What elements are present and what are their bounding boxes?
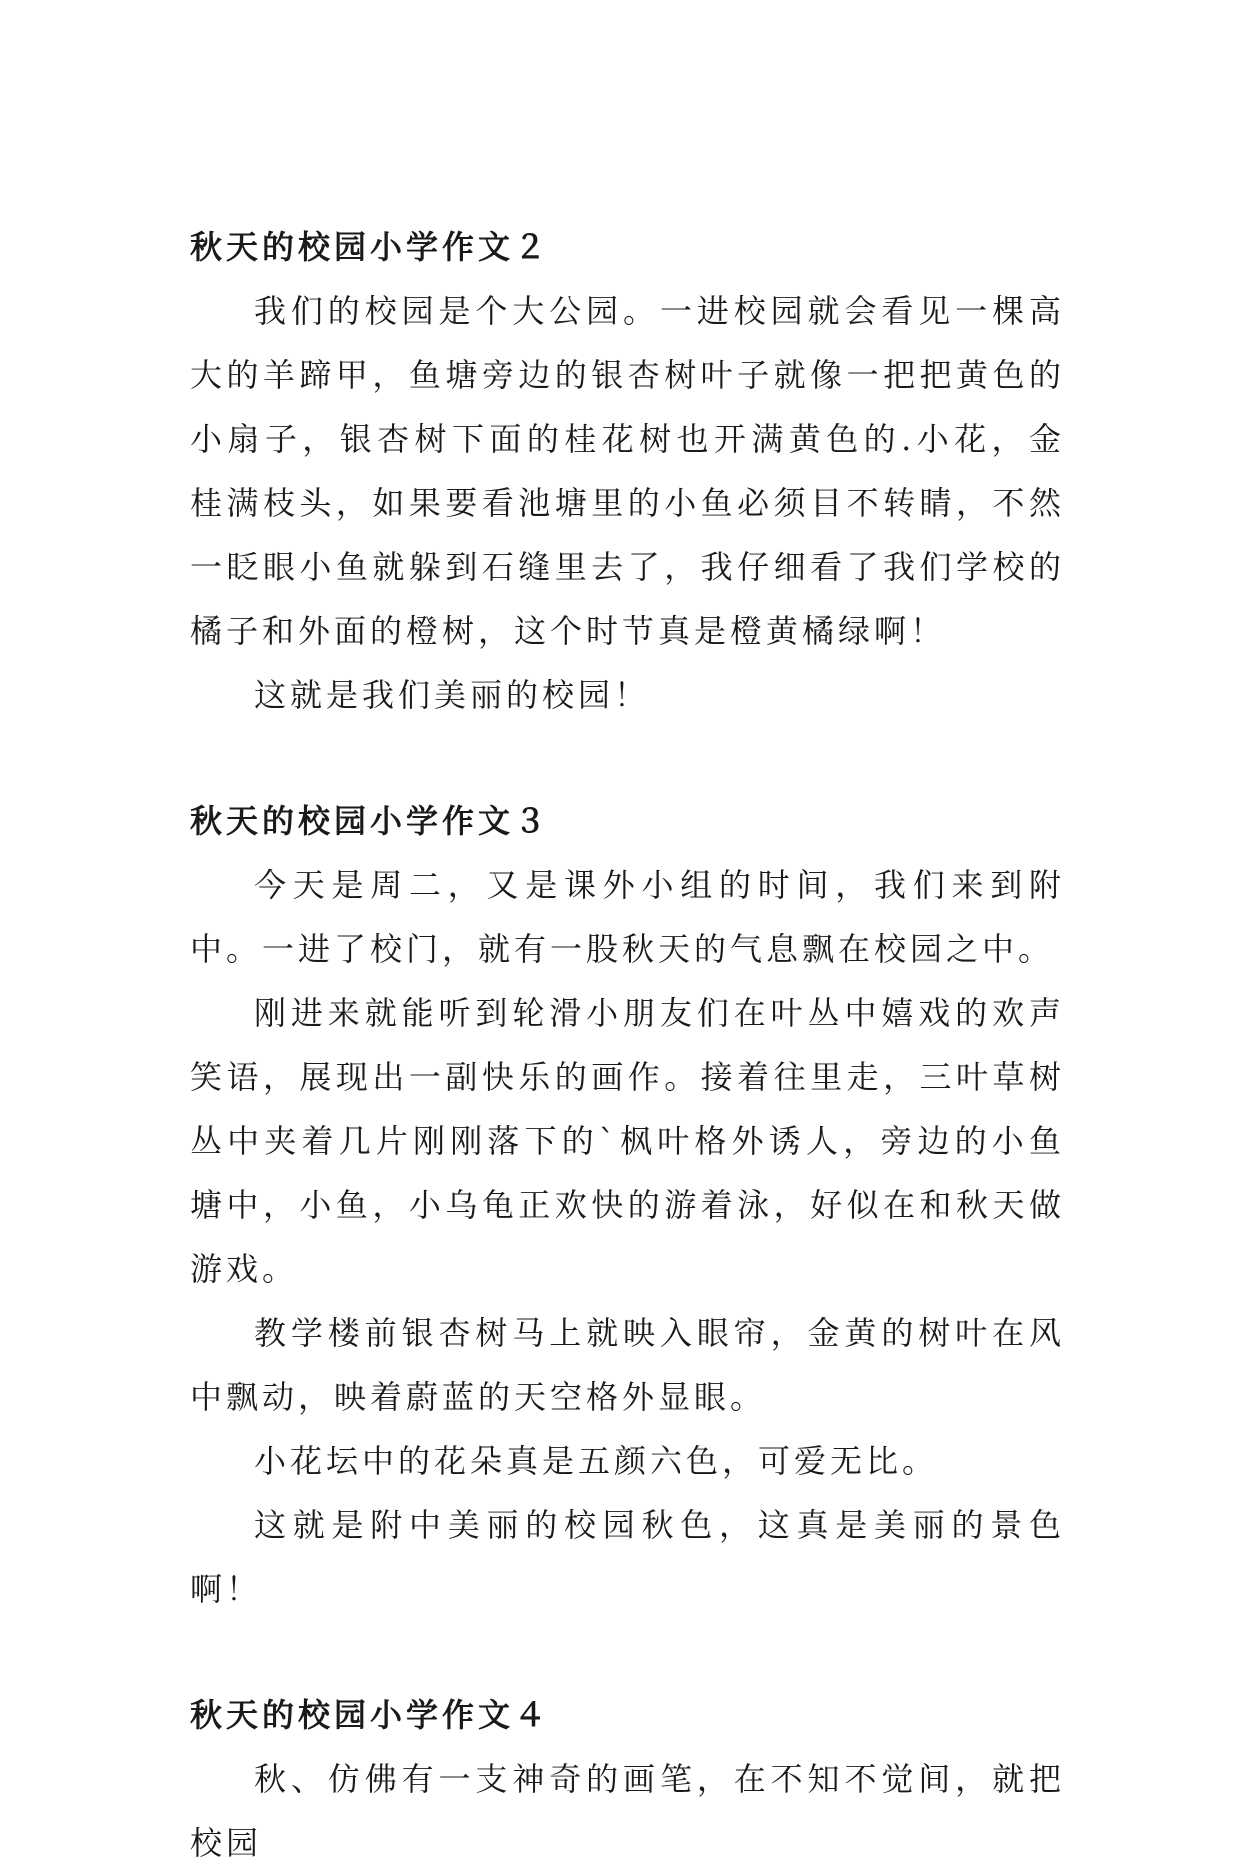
essay-paragraph: 刚进来就能听到轮滑小朋友们在叶丛中嬉戏的欢声笑语，展现出一副快乐的画作。接着往里走，三叶草树丛中夹着几片刚刚落下的`枫叶格外诱人，旁边的小鱼塘中，小鱼，小乌龟正欢快的游着泳，好似在和秋天做游戏。 [190, 994, 1065, 1288]
essay-section-4 [190, 1683, 1065, 1875]
document-page [190, 215, 1065, 1875]
essay-paragraph: 今天是周二，又是课外小组的时间，我们来到附中。一进了校门，就有一股秋天的气息飘在校园之中。 [190, 866, 1065, 968]
essay-paragraph: 我们的校园是个大公园。一进校园就会看见一棵高大的羊蹄甲，鱼塘旁边的银杏树叶子就像一把把黄色的小扇子，银杏树下面的桂花树也开满黄色的.小花，金桂满枝头，如果要看池塘里的小鱼必须目不转睛，不然一眨眼小鱼就躲到石缝里去了，我仔细看了我们学校的橘子和外面的橙树，这个时节真是橙黄橘绿啊！ [190, 292, 1065, 650]
essay-heading: 秋天的校园小学作文３ [190, 802, 551, 840]
essay-paragraph: 这就是附中美丽的校园秋色，这真是美丽的景色啊！ [190, 1506, 1065, 1608]
essay-heading: 秋天的校园小学作文４ [190, 1696, 551, 1734]
essay-paragraph: 教学楼前银杏树马上就映入眼帘，金黄的树叶在风中飘动，映着蔚蓝的天空格外显眼。 [190, 1314, 1065, 1416]
essay-section-3 [190, 789, 1065, 1621]
essay-paragraph: 秋、仿佛有一支神奇的画笔，在不知不觉间，就把校园 [190, 1760, 1065, 1862]
essay-paragraph: 小花坛中的花朵真是五颜六色，可爱无比。 [254, 1442, 939, 1480]
essay-paragraph: 这就是我们美丽的校园！ [254, 676, 651, 714]
essay-heading: 秋天的校园小学作文２ [190, 228, 551, 266]
essay-section-2 [190, 215, 1065, 727]
